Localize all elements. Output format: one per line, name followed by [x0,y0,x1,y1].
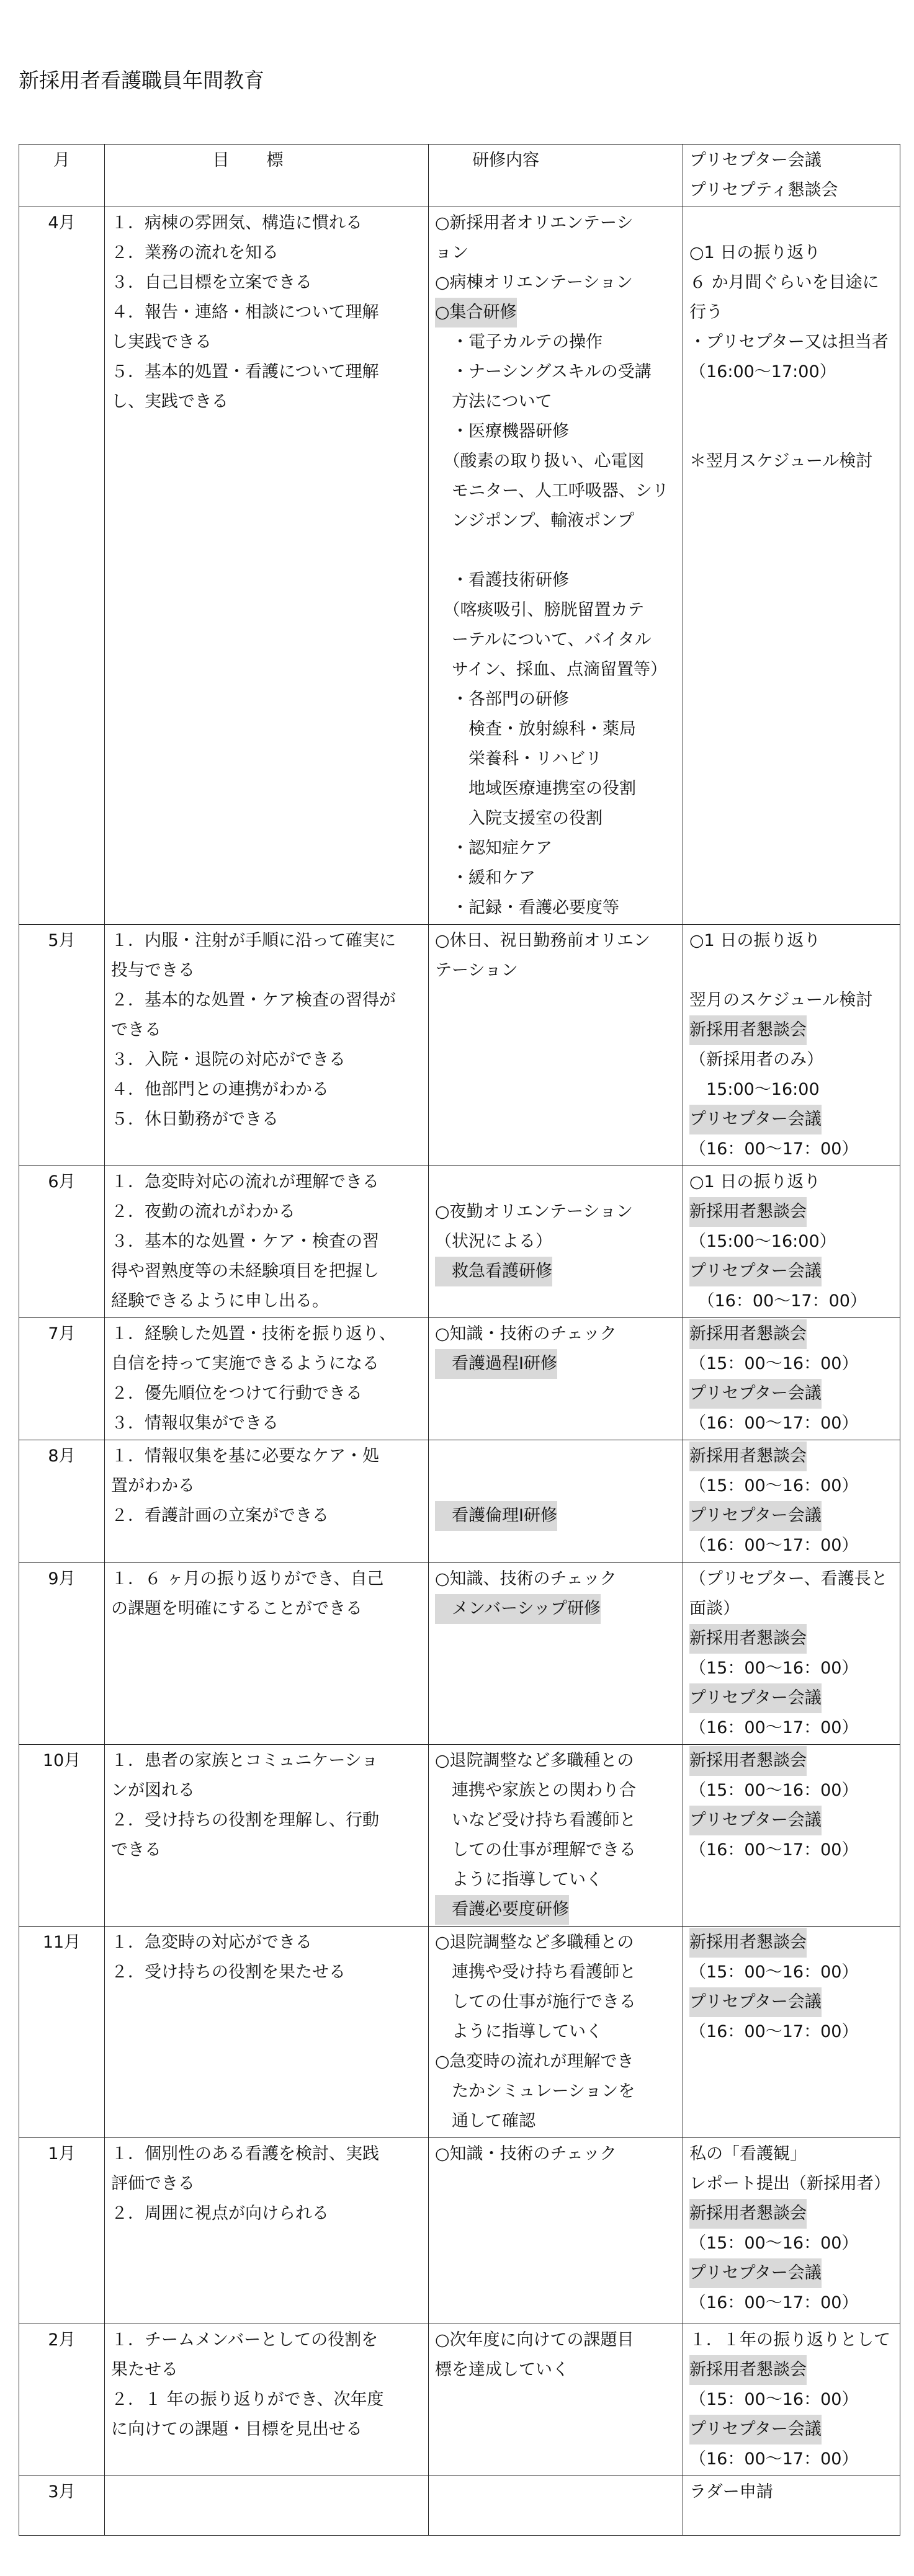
text-line: 得や習熟度等の未経験項目を把握し [111,1262,379,1281]
text-line: 地域医療連携室の役割 [435,779,636,798]
text-line: 栄養科・リハビリ [435,749,603,769]
text-line: （16：00～17：00） [689,1718,859,1737]
text-line: １．内服・注射が手順に沿って確実に [111,931,396,950]
text-line: １．患者の家族とコミュニケーショ [111,1751,379,1770]
text-line [435,1471,676,1501]
text-line: テーション [435,961,518,980]
text-line: （15：00～16：00） [689,1354,859,1373]
text-line: （16：00～17：00） [689,1291,867,1311]
content-cell [429,1318,683,1440]
text-line: ３．情報収集ができる [111,1414,279,1433]
text-line: できる [111,1020,161,1040]
preceptor-cell [683,1440,900,1563]
text-line: ○急変時の流れが理解でき [435,2052,634,2071]
text-line [435,536,676,566]
text-line: ２．周囲に視点が向けられる [111,2204,329,2223]
text-line: （16：00～17：00） [689,1840,859,1860]
text-line: （喀痰吸引、膀胱留置カテ [435,600,645,620]
text-line: ○1 日の振り返り [689,1172,821,1192]
text-line: ４．他部門との連携がわかる [111,1080,329,1099]
goal-cell [105,1440,429,1563]
highlighted-line: プリセプター会議 [689,1987,822,2017]
preceptor-cell [683,1745,900,1927]
text-line: ・看護技術研修 [435,571,569,590]
document-title: 新採用者看護職員年間教育 [19,68,264,92]
content-cell [429,1440,683,1563]
text-line: （新採用者のみ） [689,1050,823,1069]
text-line: モニター、人工呼吸器、シリ [435,481,669,501]
text-line: 行う [689,303,723,322]
text-line: ２．受け持ちの役割を理解し、行動 [111,1811,379,1830]
text-line [689,387,894,417]
highlighted-line: 新採用者懇談会 [689,1624,807,1654]
month-cell: 3月 [19,2476,105,2536]
preceptor-cell [683,2476,900,2536]
text-line: ２．看護計画の立案ができる [111,1506,329,1525]
text-line: ・ナーシングスキルの受講 [435,362,652,381]
highlighted-line: 新採用者懇談会 [689,1015,807,1045]
table-header-row [19,145,900,207]
text-line: ○1 日の振り返り [689,931,821,950]
goal-cell [105,2324,429,2476]
text-line: ○退院調整など多職種との [435,1751,634,1770]
highlighted-line: 新採用者懇談会 [689,1442,807,1471]
text-line: ・医療機器研修 [435,422,569,441]
text-line: 方法について [435,392,552,411]
highlighted-line: 救急看護研修 [435,1257,552,1286]
content-cell [429,2476,683,2536]
text-line: ・記録・看護必要度等 [435,898,619,917]
text-line: ３．基本的な処置・ケア・検査の習 [111,1232,379,1251]
text-line: ２．受け持ちの役割を果たせる [111,1963,346,1982]
text-line: ○新採用者オリエンテーシ [435,213,634,233]
highlighted-line: 看護過程Ⅰ研修 [435,1349,557,1379]
text-line: たかシミュレーションを [435,2082,635,2101]
text-line: ンジポンプ、輸液ポンプ [435,511,635,530]
text-line: （15：00～16：00） [689,1963,859,1982]
text-line [435,1167,676,1197]
text-line: （15：00～16：00） [689,1781,859,1800]
text-line: ○次年度に向けての課題目 [435,2330,634,2350]
highlighted-line: 新採用者懇談会 [689,1746,807,1776]
text-line: し実践できる [111,332,212,352]
highlighted-line: プリセプター会議 [689,1379,822,1409]
text-line: （16：00～17：00） [689,1414,859,1433]
text-line [689,208,894,238]
highlighted-line: 看護必要度研修 [435,1895,569,1925]
text-line: 連携や受け持ち看護師と [435,1963,636,1982]
text-line: 入院支援室の役割 [435,809,603,828]
highlighted-line: 新採用者懇談会 [689,1197,807,1227]
preceptor-cell [683,1166,900,1318]
text-line: ２．優先順位をつけて行動できる [111,1384,362,1403]
goal-cell [105,1166,429,1318]
text-line: し、実践できる [111,392,228,411]
text-line: レポート提出（新採用者） [689,2174,890,2193]
text-line: ○休日、祝日勤務前オリエン [435,931,651,950]
preceptor-cell [683,2138,900,2324]
table-row [19,1440,900,1563]
text-line: 果たせる [111,2360,178,2379]
goal-cell [105,925,429,1166]
text-line: 評価できる [111,2174,195,2193]
text-line: いなど受け持ち看護師と [435,1811,636,1830]
header-goal: 目標 [105,145,429,207]
text-line: （15：00～16：00） [689,1476,859,1495]
highlighted-line: 看護倫理Ⅰ研修 [435,1501,557,1531]
highlighted-line: プリセプター会議 [689,1105,822,1134]
text-line: ○病棟オリエンテーション [435,273,633,292]
highlighted-line: プリセプター会議 [689,2415,822,2445]
header-preceptor [683,145,900,207]
text-line: 自信を持って実施できるようになる [111,1354,379,1373]
text-line: １．個別性のある看護を検討、実践 [111,2144,379,2164]
text-line: ・緩和ケア [435,868,535,888]
text-line: 連携や家族との関わり合 [435,1781,636,1800]
table-row [19,1927,900,2138]
table-row [19,207,900,925]
text-line: ＊翌月スケジュール検討 [689,452,873,471]
goal-cell [105,2476,429,2536]
text-line: （酸素の取り扱い、心電図 [435,452,645,471]
table-row [19,1563,900,1745]
content-cell [429,925,683,1166]
table-row [19,2138,900,2324]
text-line [435,1442,676,1471]
text-line: ２．基本的な処置・ケア検査の習得が [111,991,396,1010]
text-line: （15:00～16:00） [689,1232,836,1251]
training-schedule-table [19,144,900,2536]
header-content: 研修内容 [429,145,683,207]
text-line: （16：00～17：00） [689,2022,859,2041]
text-line: ョン [435,243,468,262]
text-line: ように指導していく [435,1870,603,1889]
preceptor-cell [683,1563,900,1745]
content-cell [429,1166,683,1318]
month-cell: 2月 [19,2324,105,2476]
content-cell [429,1563,683,1745]
text-line: ・認知症ケア [435,839,552,858]
text-line: ３．自己目標を立案できる [111,273,312,292]
text-line: 15:00～16:00 [689,1080,820,1099]
highlighted-line: プリセプター会議 [689,1806,822,1835]
content-cell [429,1927,683,2138]
table-body [19,207,900,2536]
text-line: ・電子カルテの操作 [435,332,603,352]
content-cell [429,207,683,925]
text-line: ラダー申請 [689,2482,773,2502]
text-line: 私の「看護観」 [689,2144,807,2164]
text-line [689,956,894,986]
text-line: ○知識・技術のチェック [435,2144,617,2164]
text-line: ○夜勤オリエンテーション [435,1202,633,1221]
text-line: 翌月のスケジュール検討 [689,991,873,1010]
text-line: 面談） [689,1599,740,1618]
text-line: 置がわかる [111,1476,195,1495]
preceptor-cell [683,925,900,1166]
highlighted-line: 新採用者懇談会 [689,1928,807,1958]
text-line: （16：00～17：00） [689,1139,859,1159]
text-line: ・プリセプター又は担当者 [689,332,889,352]
text-line: に向けての課題・目標を見出せる [111,2420,362,2439]
text-line: １．１年の振り返りとして [689,2330,890,2350]
table-row [19,925,900,1166]
header-preceptor-line1: プリセプター会議 [689,151,822,170]
text-line: １．６ ヶ月の振り返りができ、自己 [111,1569,384,1589]
text-line: ２．業務の流れを知る [111,243,279,262]
goal-cell [105,2138,429,2324]
highlighted-line: 新採用者懇談会 [689,1319,807,1349]
text-line: ２．１ 年の振り返りができ、次年度 [111,2390,384,2409]
text-line: できる [111,1840,161,1860]
month-cell: 1月 [19,2138,105,2324]
goal-cell [105,1745,429,1927]
text-line: ５．休日勤務ができる [111,1110,279,1129]
preceptor-cell [683,1927,900,2138]
text-line [689,417,894,447]
header-month: 月 [19,145,105,207]
text-line: 投与できる [111,961,195,980]
text-line: サイン、採血、点滴留置等） [435,660,667,679]
text-line: ３．入院・退院の対応ができる [111,1050,346,1069]
table-row [19,2476,900,2536]
text-line: の課題を明確にすることができる [111,1599,362,1618]
month-cell: 5月 [19,925,105,1166]
highlighted-line: プリセプター会議 [689,2258,822,2288]
text-line: ５．基本的処置・看護について理解 [111,362,379,381]
text-line: ように指導していく [435,2022,603,2041]
header-preceptor-line2: プリセプティ懇談会 [689,180,838,200]
text-line: ○知識・技術のチェック [435,1324,617,1344]
text-line: （15：00～16：00） [689,2390,859,2409]
month-cell: 8月 [19,1440,105,1563]
month-cell: 6月 [19,1166,105,1318]
text-line: １．経験した処置・技術を振り返り、 [111,1324,396,1344]
text-line: １．病棟の雰囲気、構造に慣れる [111,213,362,233]
text-line: （16：00～17：00） [689,2449,859,2469]
text-line: 標を達成していく [435,2360,569,2379]
preceptor-cell [683,2324,900,2476]
text-line: しての仕事が理解できる [435,1840,636,1860]
text-line: （16:00～17:00） [689,362,836,381]
preceptor-cell [683,1318,900,1440]
content-cell [429,2138,683,2324]
text-line: ○知識、技術のチェック [435,1569,617,1589]
text-line: ンが図れる [111,1781,195,1800]
text-line: １．情報収集を基に必要なケア・処 [111,1446,379,1466]
goal-cell [105,1927,429,2138]
highlighted-line: メンバーシップ研修 [435,1594,601,1624]
table-row [19,1166,900,1318]
highlighted-line: 新採用者懇談会 [689,2355,807,2385]
text-line: １．急変時の対応ができる [111,1933,312,1952]
table-row [19,1318,900,1440]
text-line: １．急変時対応の流れが理解できる [111,1172,379,1192]
text-line: ・各部門の研修 [435,690,569,709]
text-line: ○退院調整など多職種との [435,1933,634,1952]
text-line: ーテルについて、バイタル [435,630,652,649]
text-line: （15：00～16：00） [689,2234,859,2253]
highlighted-line: プリセプター会議 [689,1257,822,1286]
text-line: （16：00～17：00） [689,1536,859,1555]
text-line: １．チームメンバーとしての役割を [111,2330,379,2350]
text-line: 通して確認 [435,2111,535,2131]
highlighted-line: ○集合研修 [435,298,517,328]
text-line: （15：00～16：00） [689,1659,859,1678]
content-cell [429,1745,683,1927]
month-cell: 9月 [19,1563,105,1745]
preceptor-cell [683,207,900,925]
content-cell [429,2324,683,2476]
text-line: ２．夜勤の流れがわかる [111,1202,295,1221]
text-line: （プリセプター、看護長と [689,1569,888,1589]
text-line: しての仕事が施行できる [435,1992,636,2012]
highlighted-line: プリセプター会議 [689,1683,822,1713]
goal-cell [105,1318,429,1440]
highlighted-line: プリセプター会議 [689,1501,822,1531]
month-cell: 4月 [19,207,105,925]
goal-cell [105,1563,429,1745]
month-cell: 10月 [19,1745,105,1927]
text-line: （状況による） [435,1232,552,1251]
text-line: ○1 日の振り返り [689,243,821,262]
goal-cell [105,207,429,925]
month-cell: 11月 [19,1927,105,2138]
text-line: ４．報告・連絡・相談について理解 [111,303,379,322]
month-cell: 7月 [19,1318,105,1440]
text-line: 検査・放射線科・薬局 [435,720,636,739]
text-line: 経験できるように申し出る。 [111,1291,329,1311]
text-line: ６ か月間ぐらいを目途に [689,273,879,292]
table-row [19,1745,900,1927]
highlighted-line: 新採用者懇談会 [689,2199,807,2229]
table-row [19,2324,900,2476]
text-line: （16：00～17：00） [689,2293,859,2312]
